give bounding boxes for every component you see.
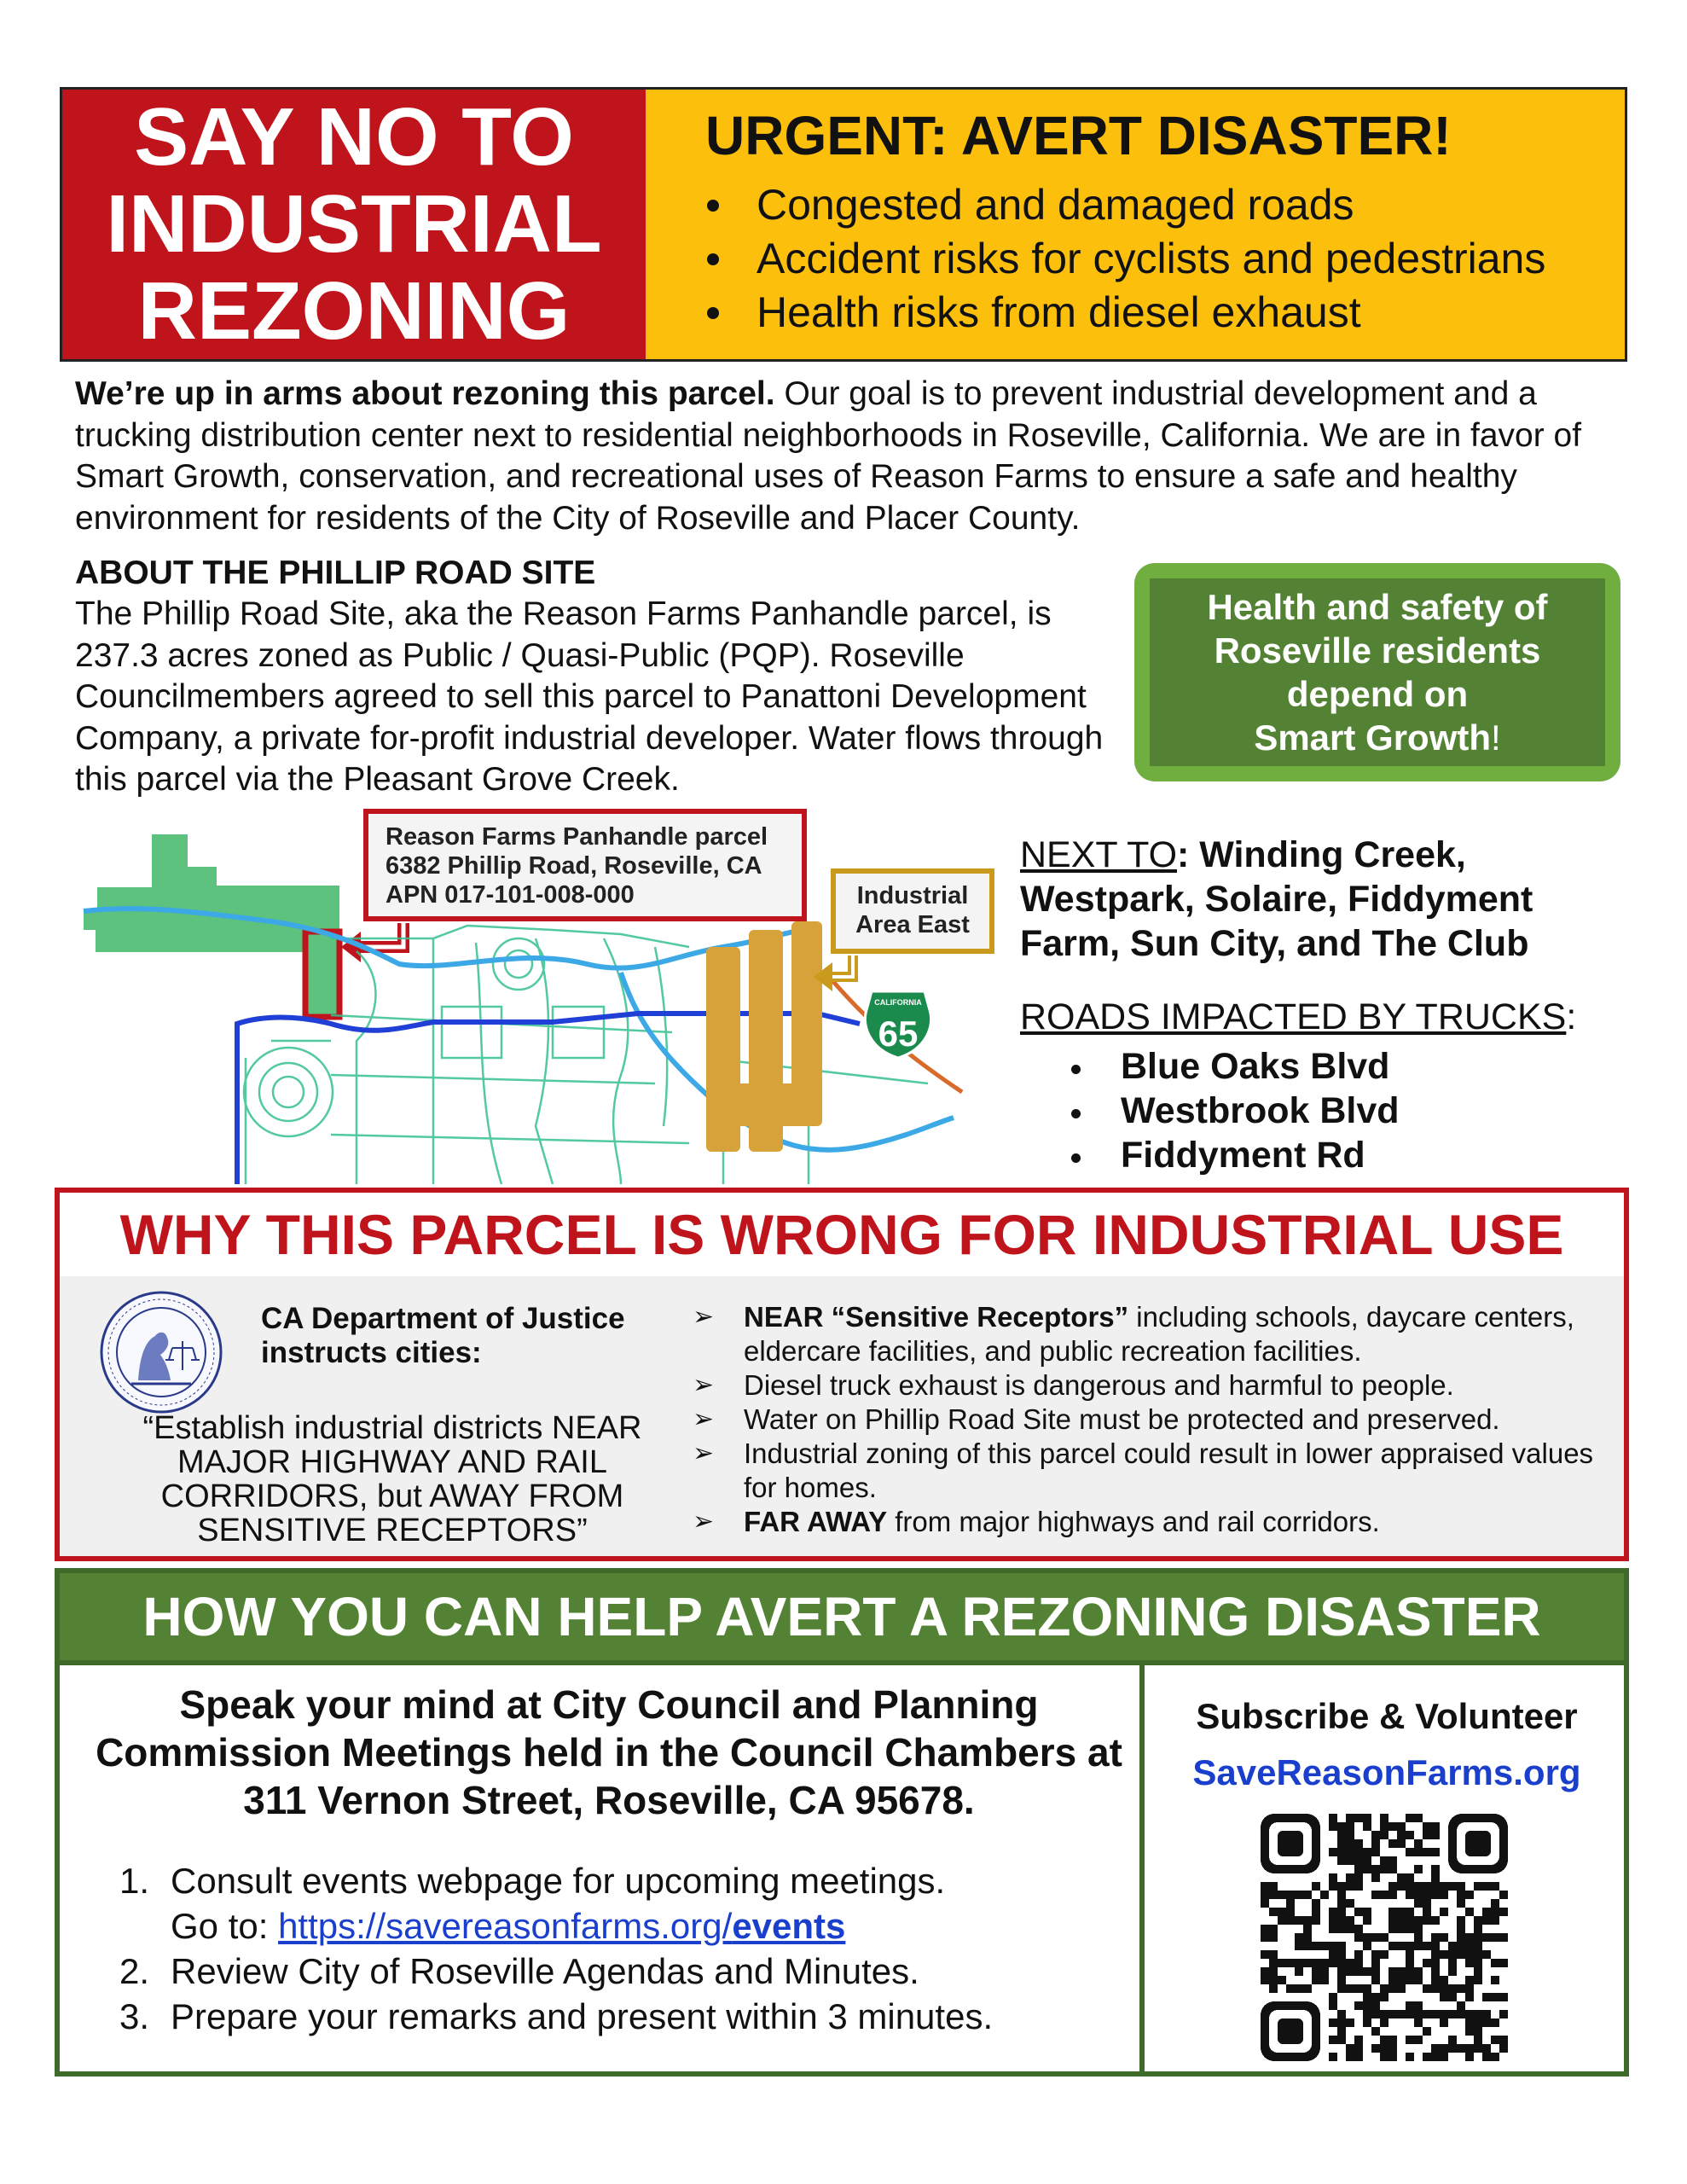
why-title: WHY THIS PARCEL IS WRONG FOR INDUSTRIAL USE (60, 1193, 1624, 1276)
list-item: Congested and damaged roads (705, 178, 1625, 232)
steps-list (119, 1858, 1134, 2039)
intro-lead: We’re up in arms about rezoning this parcel. (75, 375, 775, 412)
qr-code-icon[interactable] (1261, 1814, 1508, 2061)
callout-line: Roseville residents (1214, 630, 1541, 671)
doj-quote: “Establish industrial districts NEAR MAJOR HIGHWAY AND RAIL CORRIDORS, but AWAY FROM SENSITIVE RECEPTORS” (142, 1410, 642, 1548)
industrial-area-east (706, 921, 822, 1152)
about-text: The Phillip Road Site, aka the Reason Farms Panhandle parcel, is 237.3 acres zoned as Public / Quasi-Public (PQP). Roseville Councilmembers agreed to sell this parcel to Panattoni Development Company, a private for-profit industrial developer. Water flows through this parcel via the Pleasant Grove Creek. (75, 595, 1104, 798)
about-heading: ABOUT THE PHILLIP ROAD SITE (75, 555, 596, 591)
svg-text:65: 65 (878, 1014, 919, 1054)
list-item: ➢ NEAR “Sensitive Receptors” including schools, daycare centers, eldercare facilities, and public recreation facilities. (693, 1300, 1614, 1368)
next-to-neighborhoods: NEXT TO: Winding Creek, Westpark, Solaire, Fiddyment Farm, Sun City, and The Club (1020, 834, 1533, 964)
headline-line: SAY NO TO (134, 91, 574, 183)
list-item: Westbrook Blvd (1071, 1089, 1400, 1133)
list-item: 3. Prepare your remarks and present within 3 minutes. (119, 1996, 994, 2036)
callout-line: Health and safety of (1207, 587, 1548, 627)
headline-line: REZONING (137, 265, 571, 357)
list-item: Blue Oaks Blvd (1071, 1044, 1400, 1089)
why-section (55, 1188, 1629, 1561)
list-item: Accident risks for cyclists and pedestrians (705, 232, 1625, 286)
parcel-address: 6382 Phillip Road, Roseville, CA (386, 852, 762, 880)
headline-line: INDUSTRIAL (106, 178, 602, 270)
speak-your-mind: Speak your mind at City Council and Planning Commission Meetings held in the Council Chambers at 311 Vernon Street, Roseville, CA 95678. (96, 1682, 1122, 1822)
list-item: Fiddyment Rd (1071, 1133, 1400, 1177)
urgent-list (705, 178, 1625, 340)
list-item: Health risks from diesel exhaust (705, 286, 1625, 340)
roads-heading: ROADS IMPACTED BY TRUCKS: (1020, 996, 1577, 1037)
how-title: HOW YOU CAN HELP AVERT A REZONING DISASTER (60, 1573, 1624, 1660)
list-item: ➢ Diesel truck exhaust is dangerous and harmful to people. (693, 1368, 1614, 1403)
events-link[interactable]: https://savereasonfarms.org/events (278, 1906, 846, 1946)
svg-text:CALIFORNIA: CALIFORNIA (874, 998, 922, 1007)
callout-line: Smart Growth! (1254, 717, 1501, 758)
urgent-title: URGENT: AVERT DISASTER! (705, 105, 1452, 166)
reasons-list (693, 1300, 1614, 1539)
headline-block (62, 90, 646, 359)
ca-65-shield-icon (865, 991, 930, 1058)
how-section (55, 1568, 1629, 2077)
website-link[interactable]: SaveReasonFarms.org (1192, 1752, 1581, 1792)
doj-title: CA Department of Justice instructs cities: (261, 1302, 625, 1369)
smart-growth-callout (1134, 563, 1620, 781)
intro-paragraph (75, 374, 1610, 539)
intro-body: Our goal is to prevent industrial development and a trucking distribution center next to residential neighborhoods in Roseville, California. We are in favor of Smart Growth, conservation, and recreational uses of Reason Farms to ensure a safe and healthy environment for residents of the City of Roseville and Placer County. (75, 375, 1582, 537)
list-item: ➢ Industrial zoning of this parcel could result in lower appraised values for homes. (693, 1437, 1614, 1505)
reason-farms-area (84, 834, 339, 952)
list-item: 1. Consult events webpage for upcoming meetings. Go to: https://savereasonfarms.org/events (119, 1861, 946, 1946)
roads-list (1071, 1044, 1400, 1177)
list-item: ➢ FAR AWAY from major highways and rail corridors. (693, 1505, 1614, 1539)
list-item: 2. Review City of Roseville Agendas and Minutes. (119, 1951, 919, 1991)
parcel-apn: APN 017-101-008-000 (386, 881, 635, 909)
attorney-general-seal-icon (97, 1288, 225, 1416)
header-banner (60, 87, 1627, 362)
subscribe-heading: Subscribe & Volunteer (1196, 1696, 1578, 1736)
parcel-name: Reason Farms Panhandle parcel (386, 823, 768, 851)
list-item: ➢ Water on Phillip Road Site must be protected and preserved. (693, 1403, 1614, 1437)
parcel-highlight (305, 932, 339, 1017)
urgent-block (646, 90, 1625, 359)
parcel-label-box (363, 809, 807, 921)
industrial-label-box: Industrial Area East (831, 868, 994, 954)
callout-line: depend on (1286, 674, 1469, 714)
